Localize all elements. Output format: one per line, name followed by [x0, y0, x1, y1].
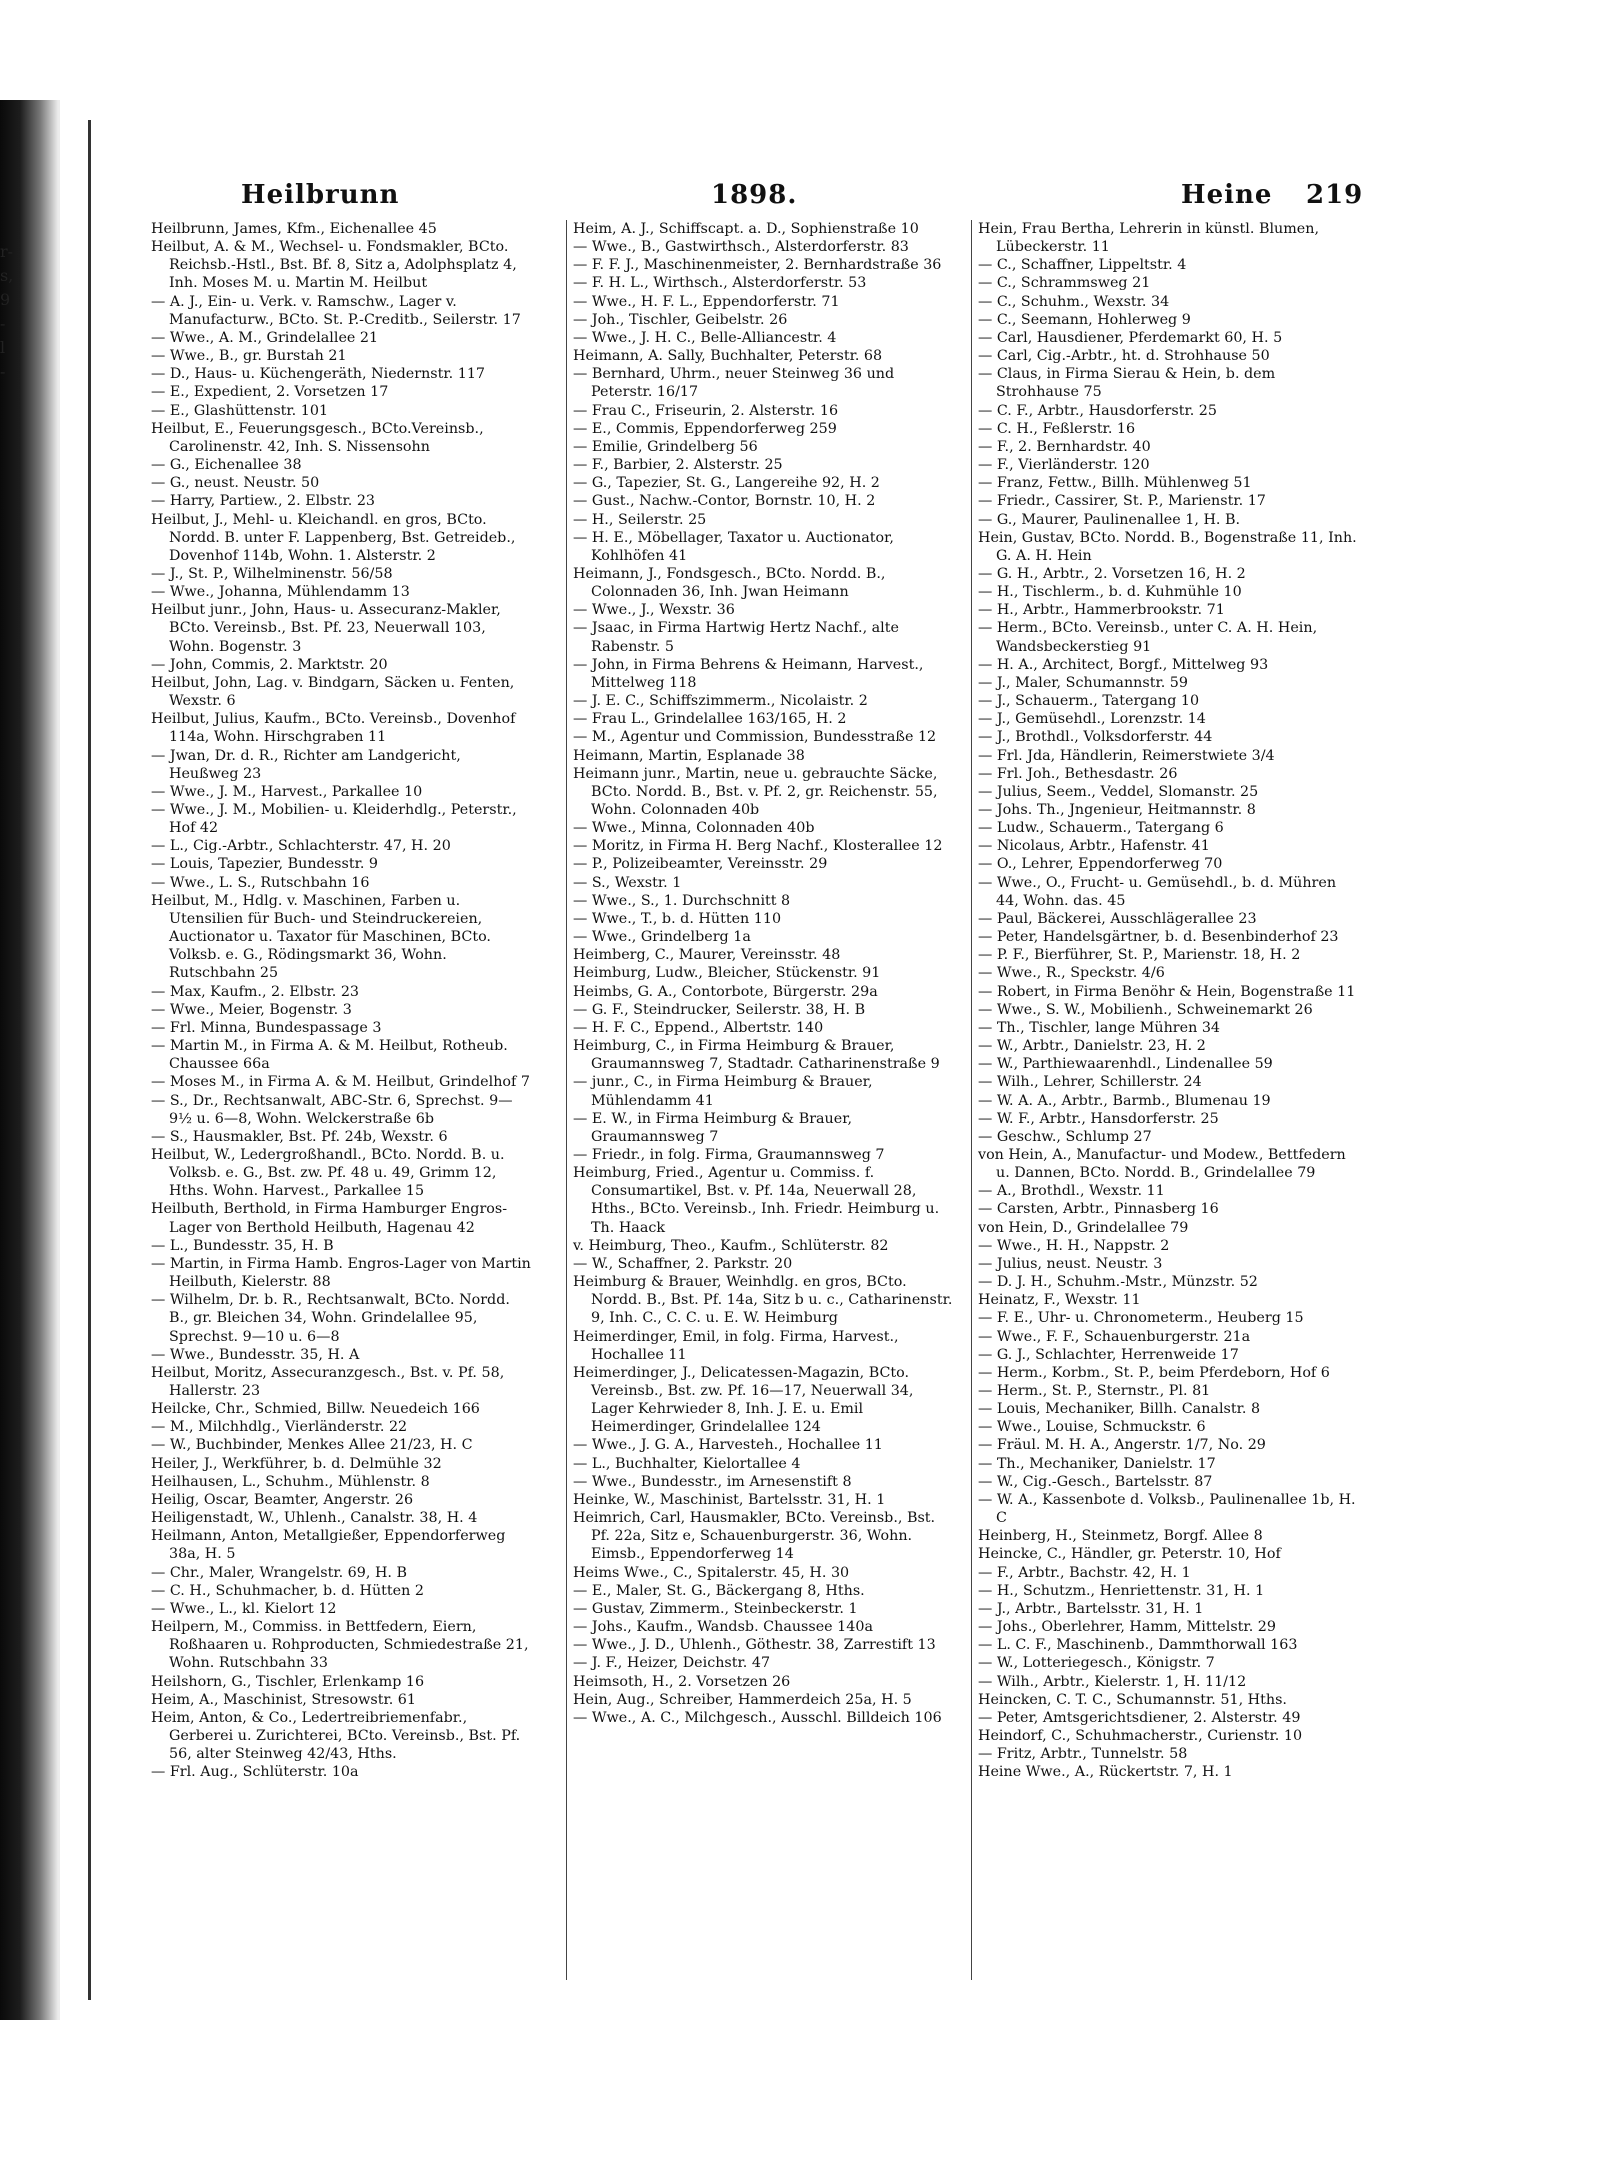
directory-entry: — W. F., Arbtr., Hansdorferstr. 25: [978, 1110, 1219, 1127]
directory-entry: — Friedr., Cassirer, St. P., Marienstr. 17: [978, 493, 1266, 510]
directory-entry: Heilpern, M., Commiss. in Bettfedern, Eiern, Roßhaaren u. Rohproducten, Schmiedestraße 21, Wohn. Rutschbahn 33: [151, 1619, 529, 1672]
column-2: [566, 220, 955, 1980]
directory-entry: — Louis, Tapezier, Bundesstr. 9: [151, 856, 379, 873]
directory-entry: — Johs., Oberlehrer, Hamm, Mittelstr. 29: [978, 1619, 1276, 1636]
directory-entry: — Claus, in Firma Sierau & Hein, b. dem Strohhause 75: [978, 366, 1276, 401]
directory-entry: — Wwe., Louise, Schmuckstr. 6: [978, 1419, 1206, 1436]
directory-entry: — Geschw., Schlump 27: [978, 1128, 1152, 1145]
page-number: 219: [1306, 180, 1364, 210]
directory-entry: — Wilh., Lehrer, Schillerstr. 24: [978, 1074, 1202, 1091]
directory-entry: Hein, Aug., Schreiber, Hammerdeich 25a, H. 5: [573, 1691, 912, 1708]
margin-fragment: s,: [0, 266, 14, 285]
directory-entry: — E., Commis, Eppendorferweg 259: [573, 420, 837, 437]
directory-entry: — O., Lehrer, Eppendorferweg 70: [978, 856, 1223, 873]
directory-entry: — Wwe., S. W., Mobilienh., Schweinemarkt 26: [978, 1001, 1313, 1018]
directory-entry: — S., Hausmakler, Bst. Pf. 24b, Wexstr. 6: [151, 1128, 448, 1145]
directory-entry: Heinke, W., Maschinist, Bartelsstr. 31, H. 1: [573, 1491, 886, 1508]
directory-entry: — J. E. C., Schiffszimmerm., Nicolaistr. 2: [573, 693, 868, 710]
directory-entry: — Wwe., J. G. A., Harvesteh., Hochallee 11: [573, 1437, 883, 1454]
directory-entry: — G., Maurer, Paulinenallee 1, H. B.: [978, 511, 1241, 528]
directory-entry: Heiler, J., Werkführer, b. d. Delmühle 32: [151, 1455, 442, 1472]
directory-entry: — Gust., Nachw.-Contor, Bornstr. 10, H. 2: [573, 493, 876, 510]
directory-entry: — E., Glashüttenstr. 101: [151, 402, 329, 419]
directory-entry: Heine Wwe., A., Rückertstr. 7, H. 1: [978, 1764, 1233, 1781]
directory-entry: — Frl. Minna, Bundespassage 3: [151, 1019, 382, 1036]
directory-entry: — Frl. Jda, Händlerin, Reimerstwiete 3/4: [978, 747, 1275, 764]
directory-entry: Heilbut junr., John, Haus- u. Assecuranz-Makler, BCto. Vereinsb., Bst. Pf. 23, Neuerwall 103, Wohn. Bogenstr. 3: [151, 602, 501, 655]
directory-entry: — H., Schutzm., Henriettenstr. 31, H. 1: [978, 1582, 1265, 1599]
directory-entry: — Wwe., J. H. C., Belle-Alliancestr. 4: [573, 329, 837, 346]
directory-entry: — P., Polizeibeamter, Vereinsstr. 29: [573, 856, 828, 873]
directory-entry: — Herm., BCto. Vereinsb., unter C. A. H. Hein, Wandsbeckerstieg 91: [978, 620, 1318, 655]
directory-entry: — Wilh., Arbtr., Kielerstr. 1, H. 11/12: [978, 1673, 1247, 1690]
margin-fragment: r-: [0, 242, 14, 261]
directory-entry: — Wwe., L. S., Rutschbahn 16: [151, 874, 370, 891]
directory-entry: Heilbut, J., Mehl- u. Kleichandl. en gros, BCto. Nordd. B. unter F. Lappenberg, Bst. Getreideb., Dovenhof 114b, Wohn. 1. Alsterstr. 2: [151, 511, 516, 564]
directory-entry: — Martin, in Firma Hamb. Engros-Lager von Martin Heilbuth, Kielerstr. 88: [151, 1255, 531, 1291]
directory-entry: — Carl, Cig.-Arbtr., ht. d. Strohhause 50: [978, 348, 1270, 365]
directory-entry: — F., Barbier, 2. Alsterstr. 25: [573, 457, 783, 474]
directory-entry: — Wwe., S., 1. Durchschnitt 8: [573, 892, 791, 909]
directory-entry: Heilbut, John, Lag. v. Bindgarn, Säcken u. Fenten, Wexstr. 6: [151, 674, 515, 710]
directory-entry: — Wwe., B., gr. Burstah 21: [151, 348, 347, 365]
directory-entry: — Chr., Maler, Wrangelstr. 69, H. B: [151, 1564, 408, 1581]
column-3: [971, 220, 1360, 1980]
directory-entry: — Jsaac, in Firma Hartwig Hertz Nachf., alte Rabenstr. 5: [573, 620, 899, 655]
margin-fragment: 9: [0, 290, 11, 309]
directory-entry: — C. F., Arbtr., Hausdorferstr. 25: [978, 402, 1217, 419]
directory-entry: — Wwe., A. C., Milchgesch., Ausschl. Billdeich 106: [573, 1709, 942, 1726]
directory-entry: — M., Agentur und Commission, Bundesstraße 12: [573, 729, 937, 746]
directory-entry: — Julius, Seem., Veddel, Slomanstr. 25: [978, 783, 1259, 800]
directory-entry: Heindorf, C., Schuhmacherstr., Curienstr. 10: [978, 1727, 1303, 1744]
directory-entry: — W., Lotteriegesch., Königstr. 7: [978, 1655, 1215, 1672]
directory-entry: Hein, Frau Bertha, Lehrerin in künstl. Blumen, Lübeckerstr. 11: [978, 221, 1320, 256]
directory-entry: Heim, A., Maschinist, Stresowstr. 61: [151, 1691, 416, 1708]
directory-entry: Heincken, C. T. C., Schumannstr. 51, Hths.: [978, 1691, 1287, 1708]
header-year: 1898.: [711, 180, 798, 210]
directory-entry: — Wwe., Bundesstr. 35, H. A: [151, 1346, 360, 1363]
directory-entry: — H. E., Möbellager, Taxator u. Auctionator, Kohlhöfen 41: [573, 529, 894, 564]
directory-entry: — Wwe., J. D., Uhlenh., Göthestr. 38, Zarrestift 13: [573, 1637, 936, 1654]
directory-entry: Heimann, Martin, Esplanade 38: [573, 747, 805, 764]
directory-entry: Heilcke, Chr., Schmied, Billw. Neuedeich 166: [151, 1401, 480, 1418]
directory-entry: Heimburg, C., in Firma Heimburg & Brauer, Graumannsweg 7, Stadtadr. Catharinenstraße 9: [573, 1038, 940, 1073]
directory-entry: — Carsten, Arbtr., Pinnasberg 16: [978, 1201, 1219, 1218]
columns: [151, 220, 1357, 1980]
directory-entry: — Fräul. M. H. A., Angerstr. 1/7, No. 29: [978, 1437, 1266, 1454]
directory-entry: — E., Maler, St. G., Bäckergang 8, Hths.: [573, 1582, 865, 1599]
directory-entry: — W., Cig.-Gesch., Bartelsstr. 87: [978, 1473, 1213, 1490]
directory-entry: — Max, Kaufm., 2. Elbstr. 23: [151, 983, 360, 1000]
directory-entry: — G., neust. Neustr. 50: [151, 475, 320, 492]
directory-entry: — Wilhelm, Dr. b. R., Rechtsanwalt, BCto. Nordd. B., gr. Bleichen 34, Wohn. Grindelallee 95, Sprechst. 9—10 u. 6—8: [151, 1292, 510, 1345]
directory-entry: — Franz, Fettw., Billh. Mühlenweg 51: [978, 475, 1252, 492]
directory-entry: — W. A. A., Arbtr., Barmb., Blumenau 19: [978, 1092, 1271, 1109]
directory-entry: — H., Tischlerm., b. d. Kuhmühle 10: [978, 584, 1242, 601]
directory-entry: — Th., Tischler, lange Mühren 34: [978, 1019, 1221, 1036]
directory-entry: — Paul, Bäckerei, Ausschlägerallee 23: [978, 910, 1257, 927]
directory-entry: Heim, Anton, & Co., Ledertreibriemenfabr., Gerberei u. Zurichterei, BCto. Vereinsb., Bst. Pf. 56, alter Steinweg 42/43, Hths.: [151, 1709, 521, 1763]
directory-entry: — W. A., Kassenbote d. Volksb., Paulinenallee 1b, H. C: [978, 1491, 1356, 1527]
directory-entry: — Wwe., J., Wexstr. 36: [573, 602, 735, 619]
margin-fragment: -: [0, 314, 6, 333]
directory-entry: — Wwe., B., Gastwirthsch., Alsterdorferstr. 83: [573, 239, 909, 256]
directory-entry: — G. F., Steindrucker, Seilerstr. 38, H. B: [573, 1001, 866, 1018]
directory-entry: — Fritz, Arbtr., Tunnelstr. 58: [978, 1746, 1188, 1763]
directory-entry: — J., Brothdl., Volksdorferstr. 44: [978, 729, 1213, 746]
directory-entry: v. Heimburg, Theo., Kaufm., Schlüterstr. 82: [573, 1237, 889, 1254]
directory-entry: — Carl, Hausdiener, Pferdemarkt 60, H. 5: [978, 329, 1283, 346]
directory-entry: — H., Arbtr., Hammerbrookstr. 71: [978, 602, 1225, 619]
directory-entry: — Friedr., in folg. Firma, Graumannsweg 7: [573, 1146, 885, 1163]
directory-entry: Heimann, J., Fondsgesch., BCto. Nordd. B., Colonnaden 36, Inh. Jwan Heimann: [573, 565, 886, 601]
directory-entry: — Gustav, Zimmerm., Steinbeckerstr. 1: [573, 1600, 858, 1617]
directory-entry: Heilbut, Moritz, Assecuranzgesch., Bst. v. Pf. 58, Hallerstr. 23: [151, 1364, 505, 1399]
directory-entry: Heimbs, G. A., Contorbote, Bürgerstr. 29a: [573, 983, 878, 1000]
directory-entry: — Herm., St. P., Sternstr., Pl. 81: [978, 1383, 1211, 1399]
directory-entry: — W., Parthiewaarenhdl., Lindenallee 59: [978, 1056, 1273, 1073]
directory-entry: — C., Schrammsweg 21: [978, 275, 1151, 292]
directory-entry: — Moritz, in Firma H. Berg Nachf., Klosterallee 12: [573, 838, 943, 855]
directory-entry: — Herm., Korbm., St. P., beim Pferdeborn, Hof 6: [978, 1364, 1330, 1381]
directory-entry: Heilbut, M., Hdlg. v. Maschinen, Farben u. Utensilien für Buch- und Steindruckereien, Auctionator u. Taxator für Maschinen, BCto. Volksb. e. G., Rödingsmarkt 36, Wohn. Rutschbahn 25: [151, 892, 491, 982]
header-right-keyword: Heine: [1181, 180, 1273, 210]
directory-entry: — L., Buchhalter, Kielortallee 4: [573, 1455, 801, 1472]
directory-entry: — W., Arbtr., Danielstr. 23, H. 2: [978, 1038, 1206, 1055]
directory-entry: — A., Brothdl., Wexstr. 11: [978, 1183, 1165, 1200]
directory-entry: — Ludw., Schauerm., Tatergang 6: [978, 820, 1224, 837]
directory-entry: — Wwe., Grindelberg 1a: [573, 929, 751, 946]
directory-entry: — G., Eichenallee 38: [151, 457, 302, 474]
directory-entry: Heilshorn, G., Tischler, Erlenkamp 16: [151, 1673, 425, 1690]
directory-entry: — Bernhard, Uhrm., neuer Steinweg 36 und Peterstr. 16/17: [573, 366, 895, 401]
directory-entry: — Nicolaus, Arbtr., Hafenstr. 41: [978, 838, 1210, 855]
directory-entry: — Johs. Th., Jngenieur, Heitmannstr. 8: [978, 802, 1256, 818]
directory-entry: — G. J., Schlachter, Herrenweide 17: [978, 1346, 1239, 1363]
directory-entry: von Hein, A., Manufactur- und Modew., Bettfedern u. Dannen, BCto. Nordd. B., Grindelallee 79: [978, 1146, 1346, 1182]
directory-entry: — Wwe., L., kl. Kielort 12: [151, 1600, 337, 1617]
directory-entry: Heinatz, F., Wexstr. 11: [978, 1292, 1141, 1309]
directory-entry: — Wwe., T., b. d. Hütten 110: [573, 910, 782, 927]
page-header: [151, 180, 1364, 224]
directory-entry: Heims Wwe., C., Spitalerstr. 45, H. 30: [573, 1564, 850, 1581]
directory-entry: — G., Tapezier, St. G., Langereihe 92, H. 2: [573, 475, 880, 492]
margin-fragment: -: [0, 362, 6, 381]
directory-entry: — Peter, Handelsgärtner, b. d. Besenbinderhof 23: [978, 929, 1339, 946]
margin-fragment: l: [0, 338, 6, 357]
directory-entry: — D. J. H., Schuhm.-Mstr., Münzstr. 52: [978, 1274, 1258, 1291]
directory-entry: Heimann, A. Sally, Buchhalter, Peterstr. 68: [573, 348, 883, 365]
directory-entry: Heim, A. J., Schiffscapt. a. D., Sophienstraße 10: [573, 221, 919, 237]
directory-entry: — H. F. C., Eppend., Albertstr. 140: [573, 1019, 824, 1036]
directory-entry: Heilbut, E., Feuerungsgesch., BCto.Vereinsb., Carolinenstr. 42, Inh. S. Nissensohn: [151, 420, 484, 455]
directory-entry: — Wwe., A. M., Grindelallee 21: [151, 329, 379, 346]
directory-entry: Heilbut, W., Ledergroßhandl., BCto. Nordd. B. u. Volksb. e. G., Bst. zw. Pf. 48 u. 49, Grimm 12, Hths. Wohn. Harvest., Parkallee 15: [151, 1146, 505, 1200]
directory-entry: — Johs., Kaufm., Wandsb. Chaussee 140a: [573, 1619, 873, 1636]
directory-entry: Heinberg, H., Steinmetz, Borgf. Allee 8: [978, 1528, 1263, 1545]
directory-entry: — Emilie, Grindelberg 56: [573, 438, 758, 455]
directory-entry: — Frl. Joh., Bethesdastr. 26: [978, 765, 1178, 782]
directory-entry: Heilbuth, Berthold, in Firma Hamburger Engros-Lager von Berthold Heilbuth, Hagenau 42: [151, 1201, 508, 1236]
directory-entry: — Jwan, Dr. d. R., Richter am Landgericht, Heußweg 23: [151, 747, 461, 782]
directory-entry: — F. F. J., Maschinenmeister, 2. Bernhardstraße 36: [573, 257, 942, 274]
directory-entry: — L. C. F., Maschinenb., Dammthorwall 163: [978, 1637, 1298, 1654]
directory-entry: Heimrich, Carl, Hausmakler, BCto. Vereinsb., Bst. Pf. 22a, Sitz e, Schauenburgerstr. 36, Wohn. Eimsb., Eppendorferweg 14: [573, 1510, 936, 1563]
directory-entry: — Wwe., J. M., Harvest., Parkallee 10: [151, 783, 423, 800]
directory-entry: Heimerdinger, J., Delicatessen-Magazin, BCto. Vereinsb., Bst. zw. Pf. 16—17, Neuerwall 34, Lager Kehrwieder 8, Inh. J. E. u. Emil Heimerdinger, Grindelallee 124: [573, 1364, 914, 1436]
directory-entry: — H. A., Architect, Borgf., Mittelweg 93: [978, 656, 1269, 673]
directory-entry: — W., Schaffner, 2. Parkstr. 20: [573, 1255, 793, 1272]
directory-entry: — C., Seemann, Hohlerweg 9: [978, 311, 1191, 328]
directory-entry: — D., Haus- u. Küchengeräth, Niedernstr. 117: [151, 366, 486, 383]
directory-entry: — F. H. L., Wirthsch., Alsterdorferstr. 53: [573, 275, 867, 292]
directory-entry: — Peter, Amtsgerichtsdiener, 2. Alsterstr. 49: [978, 1709, 1301, 1726]
directory-entry: — Louis, Mechaniker, Billh. Canalstr. 8: [978, 1401, 1261, 1418]
directory-entry: — J., Arbtr., Bartelsstr. 31, H. 1: [978, 1600, 1204, 1617]
directory-entry: — C., Schuhm., Wexstr. 34: [978, 293, 1170, 310]
directory-entry: Heilhausen, L., Schuhm., Mühlenstr. 8: [151, 1473, 430, 1490]
directory-entry: — F., 2. Bernhardstr. 40: [978, 438, 1151, 455]
directory-entry: — A. J., Ein- u. Verk. v. Ramschw., Lager v. Manufacturw., BCto. St. P.-Creditb., Seilerstr. 17: [151, 293, 521, 328]
directory-entry: — Wwe., H. H., Nappstr. 2: [978, 1237, 1170, 1254]
directory-entry: — L., Bundesstr. 35, H. B: [151, 1237, 334, 1254]
directory-entry: — J., Schauerm., Tatergang 10: [978, 693, 1200, 710]
directory-entry: — H., Seilerstr. 25: [573, 511, 707, 528]
directory-entry: — Wwe., Minna, Colonnaden 40b: [573, 820, 815, 837]
directory-entry: — Wwe., Meier, Bogenstr. 3: [151, 1001, 352, 1018]
directory-entry: — Wwe., H. F. L., Eppendorferstr. 71: [573, 293, 840, 310]
directory-entry: — Robert, in Firma Benöhr & Hein, Bogenstraße 11: [978, 983, 1356, 1000]
scan-edge: [0, 100, 60, 2020]
directory-entry: — C. H., Feßlerstr. 16: [978, 420, 1136, 437]
directory-entry: — S., Dr., Rechtsanwalt, ABC-Str. 6, Sprechst. 9—9½ u. 6—8, Wohn. Welckerstraße 6b: [151, 1092, 513, 1127]
directory-entry: Heimburg, Ludw., Bleicher, Stückenstr. 91: [573, 965, 881, 982]
directory-entry: — G. H., Arbtr., 2. Vorsetzen 16, H. 2: [978, 565, 1246, 582]
directory-entry: Hein, Gustav, BCto. Nordd. B., Bogenstraße 11, Inh. G. A. H. Hein: [978, 529, 1357, 564]
directory-entry: — Frau C., Friseurin, 2. Alsterstr. 16: [573, 402, 839, 419]
header-left-keyword: Heilbrunn: [241, 180, 400, 210]
directory-entry: Heimburg & Brauer, Weinhdlg. en gros, BCto. Nordd. B., Bst. Pf. 14a, Sitz b u. c., Catharinenstr. 9, Inh. C., C. C. u. E. W. Heimburg: [573, 1274, 953, 1327]
directory-entry: — E. W., in Firma Heimburg & Brauer, Graumannsweg 7: [573, 1110, 853, 1145]
directory-entry: — S., Wexstr. 1: [573, 874, 682, 891]
directory-entry: — John, in Firma Behrens & Heimann, Harvest., Mittelweg 118: [573, 656, 924, 691]
directory-entry: Heilbut, A. & M., Wechsel- u. Fondsmakler, BCto. Reichsb.-Hstl., Bst. Bf. 8, Sitz a, Adolphsplatz 4, Inh. Moses M. u. Martin M. Heilbut: [151, 239, 517, 292]
directory-entry: — John, Commis, 2. Marktstr. 20: [151, 656, 388, 673]
directory-entry: — Joh., Tischler, Geibelstr. 26: [573, 311, 788, 328]
directory-entry: — J. F., Heizer, Deichstr. 47: [573, 1655, 771, 1672]
directory-entry: — junr., C., in Firma Heimburg & Brauer, Mühlendamm 41: [573, 1074, 873, 1109]
directory-entry: Heilbrunn, James, Kfm., Eichenallee 45: [151, 221, 437, 237]
directory-entry: — Moses M., in Firma A. & M. Heilbut, Grindelhof 7: [151, 1074, 530, 1091]
directory-entry: Heilig, Oscar, Beamter, Angerstr. 26: [151, 1491, 414, 1508]
directory-entry: — Wwe., Johanna, Mühlendamm 13: [151, 584, 410, 601]
directory-entry: — Wwe., F. F., Schauenburgerstr. 21a: [978, 1328, 1251, 1345]
directory-entry: von Hein, D., Grindelallee 79: [978, 1219, 1189, 1236]
directory-entry: — Wwe., J. M., Mobilien- u. Kleiderhdlg., Peterstr., Hof 42: [151, 802, 517, 837]
directory-page: [88, 120, 1371, 2000]
directory-entry: — Harry, Partiew., 2. Elbstr. 23: [151, 493, 376, 510]
directory-entry: — Julius, neust. Neustr. 3: [978, 1255, 1163, 1272]
directory-entry: — E., Expedient, 2. Vorsetzen 17: [151, 384, 389, 401]
directory-entry: — J., Gemüsehdl., Lorenzstr. 14: [978, 711, 1206, 728]
column-1: [151, 220, 533, 1980]
directory-entry: — Martin M., in Firma A. & M. Heilbut, Rotheub. Chaussee 66a: [151, 1038, 508, 1073]
directory-entry: Heimburg, Fried., Agentur u. Commiss. f. Consumartikel, Bst. v. Pf. 14a, Neuerwall 28, Hths., BCto. Vereinsb., Inh. Friedr. Heimburg u. Th. Haack: [573, 1165, 940, 1236]
directory-entry: — Frl. Aug., Schlüterstr. 10a: [151, 1764, 359, 1781]
directory-entry: — Wwe., R., Speckstr. 4/6: [978, 965, 1165, 982]
directory-entry: — F., Arbtr., Bachstr. 42, H. 1: [978, 1564, 1191, 1581]
directory-entry: Heimberg, C., Maurer, Vereinsstr. 48: [573, 947, 841, 964]
directory-entry: Heimerdinger, Emil, in folg. Firma, Harvest., Hochallee 11: [573, 1328, 899, 1363]
directory-entry: — C., Schaffner, Lippeltstr. 4: [978, 257, 1187, 274]
directory-entry: Heimsoth, H., 2. Vorsetzen 26: [573, 1673, 791, 1690]
directory-entry: — Wwe., O., Frucht- u. Gemüsehdl., b. d. Mühren 44, Wohn. das. 45: [978, 874, 1337, 909]
directory-entry: — J., St. P., Wilhelminenstr. 56/58: [151, 565, 393, 582]
directory-entry: — J., Maler, Schumannstr. 59: [978, 674, 1188, 691]
directory-entry: — L., Cig.-Arbtr., Schlachterstr. 47, H. 20: [151, 838, 451, 855]
directory-entry: — Th., Mechaniker, Danielstr. 17: [978, 1455, 1216, 1472]
directory-entry: — F. E., Uhr- u. Chronometerm., Heuberg 15: [978, 1310, 1304, 1327]
left-page-margin-fragments: [0, 240, 20, 384]
directory-entry: Heilmann, Anton, Metallgießer, Eppendorferweg 38a, H. 5: [151, 1528, 506, 1563]
directory-entry: Heilbut, Julius, Kaufm., BCto. Vereinsb., Dovenhof 114a, Wohn. Hirschgraben 11: [151, 711, 516, 746]
directory-entry: Heiligenstadt, W., Uhlenh., Canalstr. 38, H. 4: [151, 1510, 478, 1527]
directory-entry: — W., Buchbinder, Menkes Allee 21/23, H. C: [151, 1437, 473, 1454]
directory-entry: — C. H., Schuhmacher, b. d. Hütten 2: [151, 1582, 424, 1599]
directory-entry: — F., Vierländerstr. 120: [978, 457, 1150, 474]
directory-entry: Heincke, C., Händler, gr. Peterstr. 10, Hof: [978, 1546, 1281, 1563]
directory-entry: — Frau L., Grindelallee 163/165, H. 2: [573, 711, 847, 728]
directory-entry: — M., Milchhdlg., Vierländerstr. 22: [151, 1419, 408, 1436]
directory-entry: — Wwe., Bundesstr., im Arnesenstift 8: [573, 1473, 852, 1490]
directory-entry: Heimann junr., Martin, neue u. gebrauchte Säcke, BCto. Nordd. B., Bst. v. Pf. 2, gr. Reichenstr. 55, Wohn. Colonnaden 40b: [573, 765, 938, 818]
directory-entry: — P. F., Bierführer, St. P., Marienstr. 18, H. 2: [978, 947, 1301, 964]
